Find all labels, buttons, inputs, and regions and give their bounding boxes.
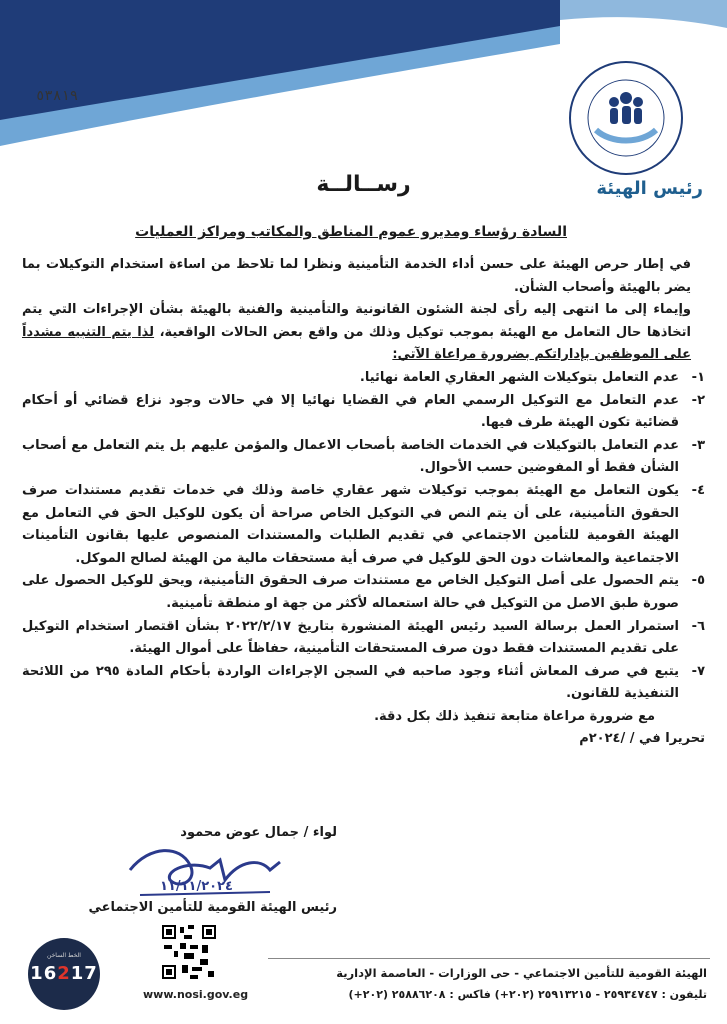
hotline-badge bbox=[28, 938, 100, 1010]
list-item bbox=[22, 570, 705, 615]
hotline-digits: 16 bbox=[30, 963, 58, 984]
hotline-digits: 17 bbox=[70, 963, 98, 984]
hotline-number bbox=[28, 963, 100, 984]
list-item bbox=[22, 367, 705, 390]
item-number: ١- bbox=[691, 369, 705, 385]
hotline-caption: الخط الساخن bbox=[47, 952, 81, 959]
item-text: عدم التعامل مع التوكيل الرسمي العام في القضايا نهائيا إلا في حالات وجود نزاع قضائي أو أحكام قضائية تكون الهيئة طرف فيها. bbox=[22, 392, 679, 431]
item-number: ٦- bbox=[691, 618, 705, 634]
item-number: ٤- bbox=[691, 482, 705, 498]
list-item bbox=[22, 390, 705, 435]
footer-address: الهيئة القومية للتأمين الاجتماعي - حى الوزارات - العاصمة الإدارية bbox=[336, 966, 707, 980]
closing-line: مع ضرورة مراعاة متابعة تنفيذ ذلك بكل دقة. bbox=[374, 708, 655, 724]
website-link[interactable]: www.nosi.gov.eg bbox=[143, 988, 249, 1001]
addressee: السادة رؤساء ومديرو عموم المناطق والمكاتب ومراكز العمليات bbox=[135, 224, 567, 240]
notice-text: لذا يتم التنبيه مشدداً على الموظفين بإداراتكم بضرورة مراعاة الآتي: bbox=[22, 324, 691, 363]
item-number: ٥- bbox=[691, 573, 705, 589]
letter-title: رســالــة bbox=[316, 172, 411, 197]
item-number: ٢- bbox=[691, 392, 705, 408]
qr-code-icon bbox=[160, 923, 218, 981]
signer-title: رئيس الهيئة القومية للتأمين الاجتماعي bbox=[88, 900, 337, 915]
hotline-digit-accent: 2 bbox=[57, 963, 71, 984]
footer-contact: تليفون : ٢٥٩٣٤٧٤٧ - ٢٥٩١٣٢١٥ (٢٠٢+) فاكس : ٢٥٨٨٦٢٠٨ (٢٠٢+) bbox=[348, 988, 707, 1001]
reference-number: ٥٣٨١٩ bbox=[36, 88, 79, 104]
issuer-title: رئيس الهيئة bbox=[596, 178, 703, 199]
list-item bbox=[22, 616, 705, 661]
letter-body bbox=[22, 254, 705, 751]
signer-name: لواء / جمال عوض محمود bbox=[180, 825, 337, 840]
list-item bbox=[22, 480, 705, 570]
item-text: عدم التعامل بالتوكيلات في الخدمات الخاصة بأصحاب الاعمال والمؤمن عليهم بل يتم التعامل مع أصحاب الشأن فقط أو المفوضين حسب الأحوال. bbox=[22, 437, 679, 476]
item-text: عدم التعامل بتوكيلات الشهر العقاري العامة نهائيا. bbox=[359, 369, 679, 385]
footer-divider bbox=[268, 958, 710, 959]
item-text: يتبع في صرف المعاش أثناء وجود صاحبه في السجن الإجراءات الواردة بأحكام المادة ٢٩٥ من اللائحة التنفيذية للقانون. bbox=[22, 663, 679, 702]
item-text: استمرار العمل برسالة السيد رئيس الهيئة المنشورة بتاريخ ٢٠٢٢/٢/١٧ بشأن اقتصار استخدام التوكيل على تقديم المستندات فقط دون صرف المستحقات التأمينية، حفاظاً على أموال الهيئة. bbox=[22, 618, 679, 657]
intro-paragraph: في إطار حرص الهيئة على حسن أداء الخدمة التأمينية ونظرا لما تلاحظ من اساءة استخدام التوكيلات بما يضر بالهيئة وأصحاب الشأن. bbox=[22, 257, 691, 295]
handwritten-date: ١١/١١/٢٠٢٤ bbox=[160, 879, 233, 894]
item-text: يتم الحصول على أصل التوكيل الخاص مع مستندات صرف الحقوق التأمينية، ويحق للوكيل الحصول على صورة طبق الاصل من التوكيل في حالة استعماله لأكثر من جهة او منطقة تأمينية. bbox=[22, 573, 679, 611]
date-line: تحريرا في / /٢٠٢٤م bbox=[579, 731, 705, 747]
organization-logo bbox=[566, 58, 686, 178]
item-text: يكون التعامل مع الهيئة بموجب توكيلات شهر عقاري خاصة وذلك في خدمات تقديم مستندات صرف الحقوق التأمينية، على أن يتم النص في التوكيل الخاص صراحة أن يكون للوكيل الحق في التعامل مع الهيئة القومية للتأمين الاجتماعي في تقديم الطلبات والمستندات المنصوص عليها بقانون التأمينات الاجتماعية والمعاشات دون الحق للوكيل في صرف أية مستحقات مالية من الهيئة لصالح الموكل. bbox=[22, 482, 679, 566]
basis-paragraph bbox=[22, 299, 705, 367]
item-number: ٣- bbox=[691, 437, 705, 453]
item-number: ٧- bbox=[691, 663, 705, 679]
list-item bbox=[22, 661, 705, 706]
list-item bbox=[22, 435, 705, 480]
basis-text: وإيماء إلى ما انتهى إليه رأى لجنة الشئون القانونية والتأمينية والفنية بالهيئة بشأن الإجراءات التي يتم اتخاذها حال التعامل مع الهيئة بموجب توكيل وذلك من واقع بعض الحالات الواقعية، bbox=[22, 302, 692, 340]
